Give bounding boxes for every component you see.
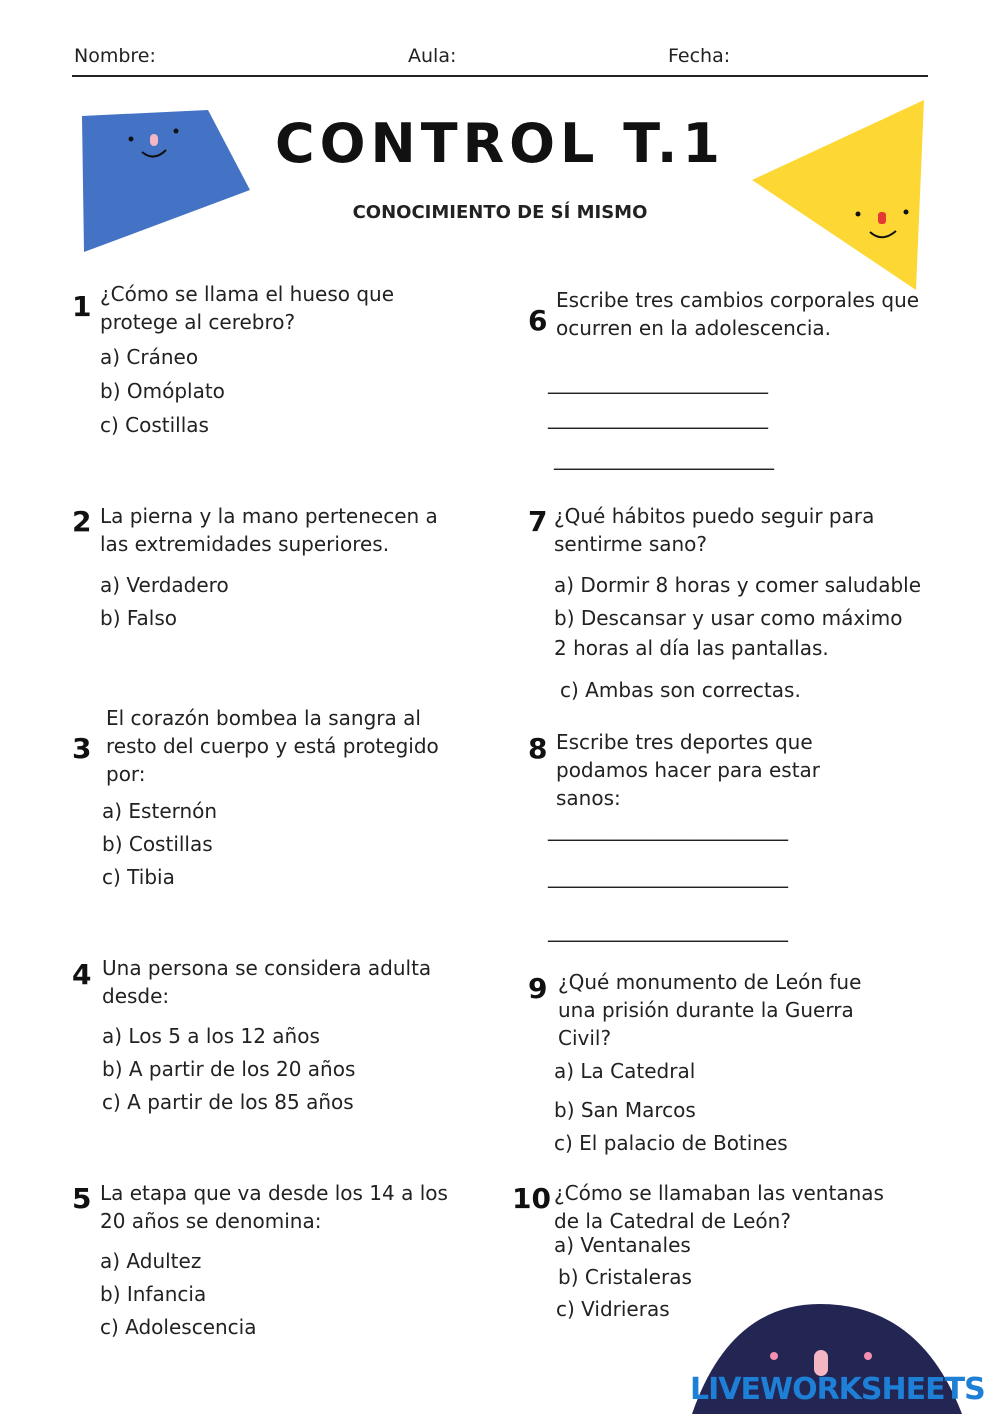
answer-option[interactable]: a) Cráneo	[100, 345, 199, 369]
answer-option[interactable]: c) Tibia	[102, 865, 175, 889]
answer-option[interactable]: a) La Catedral	[554, 1059, 696, 1083]
question-text: La pierna y la mano pertenecen a las extremidades superiores.	[100, 504, 438, 556]
question-text: ¿Cómo se llama el hueso que protege al cerebro?	[100, 282, 395, 334]
fecha-label: Fecha:	[668, 45, 731, 67]
question-text: Una persona se considera adulta desde:	[102, 956, 432, 1008]
question-number: 9	[528, 972, 548, 1005]
answer-option[interactable]: c) Costillas	[100, 413, 209, 437]
answer-option[interactable]: b) Omóplato	[100, 379, 225, 403]
answer-option[interactable]: c) Adolescencia	[100, 1315, 257, 1339]
answer-option[interactable]: c) Vidrieras	[556, 1297, 670, 1321]
answer-option[interactable]: c) A partir de los 85 años	[102, 1090, 354, 1114]
nombre-label: Nombre:	[74, 45, 156, 67]
aula-label: Aula:	[408, 45, 457, 67]
question-text: ¿Qué hábitos puedo seguir para sentirme sano?	[554, 504, 875, 556]
question-number: 7	[528, 505, 548, 538]
answer-option[interactable]: b) Descansar y usar como máximo	[554, 606, 903, 630]
answer-option[interactable]: a) Verdadero	[100, 573, 229, 597]
answer-option[interactable]: a) Ventanales	[554, 1233, 691, 1257]
answer-option[interactable]: c) El palacio de Botines	[554, 1131, 788, 1155]
liveworksheets-watermark: LIVEWORKSHEETS	[690, 1372, 985, 1407]
answer-option[interactable]: a) Los 5 a los 12 años	[102, 1024, 320, 1048]
question-text: El corazón bombea la sangra al resto del cuerpo y está protegido por:	[106, 706, 439, 786]
question-text: Escribe tres deportes que podamos hacer para estar sanos:	[556, 730, 821, 810]
answer-option[interactable]: b) Costillas	[102, 832, 213, 856]
question-number: 2	[72, 505, 92, 538]
answer-option[interactable]: a) Dormir 8 horas y comer saludable	[554, 573, 922, 597]
question-text: La etapa que va desde los 14 a los 20 años se denomina:	[100, 1181, 448, 1233]
page-title: CONTROL T.1	[275, 112, 725, 175]
page-subtitle: CONOCIMIENTO DE SÍ MISMO	[352, 202, 648, 223]
question-text: ¿Cómo se llamaban las ventanas de la Catedral de León?	[554, 1181, 884, 1233]
answer-option-continuation: 2 horas al día las pantallas.	[554, 636, 829, 660]
question-text: ¿Qué monumento de León fue una prisión durante la Guerra Civil?	[558, 970, 862, 1050]
question-number: 3	[72, 732, 92, 765]
answer-blank-line[interactable]: ________________________	[548, 864, 788, 888]
answer-blank-line[interactable]: ______________________	[548, 370, 768, 394]
answer-blank-line[interactable]: ________________________	[548, 918, 788, 942]
answer-option[interactable]: b) Falso	[100, 606, 177, 630]
answer-option[interactable]: b) A partir de los 20 años	[102, 1057, 356, 1081]
question-number: 5	[72, 1182, 92, 1215]
question-text: Escribe tres cambios corporales que ocurren en la adolescencia.	[556, 288, 920, 340]
question-number: 8	[528, 732, 548, 765]
question-number: 4	[72, 958, 92, 991]
answer-blank-line[interactable]: ________________________	[548, 817, 788, 841]
answer-blank-line[interactable]: ______________________	[554, 446, 774, 470]
answer-blank-line[interactable]: ______________________	[548, 405, 768, 429]
question-number: 1	[72, 290, 92, 323]
answer-option[interactable]: b) San Marcos	[554, 1098, 696, 1122]
answer-option[interactable]: a) Esternón	[102, 799, 218, 823]
question-number: 10	[512, 1182, 551, 1215]
answer-option[interactable]: a) Adultez	[100, 1249, 202, 1273]
answer-option[interactable]: b) Infancia	[100, 1282, 207, 1306]
header-divider	[72, 75, 928, 77]
answer-option[interactable]: b) Cristaleras	[558, 1265, 692, 1289]
question-number: 6	[528, 304, 548, 337]
answer-option[interactable]: c) Ambas son correctas.	[560, 678, 801, 702]
